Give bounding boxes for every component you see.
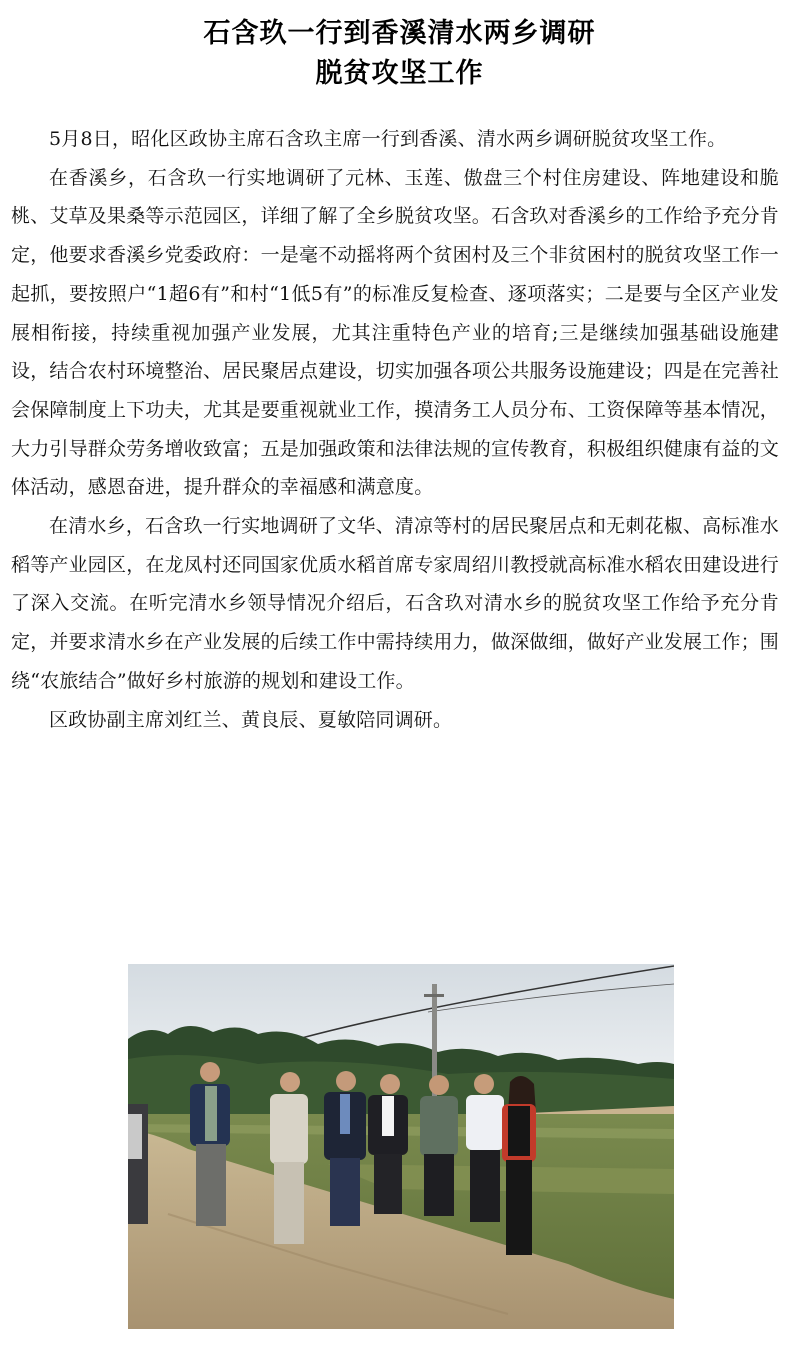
- title-line-2: 脱贫攻坚工作: [315, 58, 484, 89]
- paragraph-3: 在清水乡，石含玖一行实地调研了文华、清凉等村的居民聚居点和无刺花椒、高标准水稻等产业园区，在龙凤村还同国家优质水稻首席专家周绍川教授就高标准水稻农田建设进行了深入交流。在听完清水乡领导情况介绍后，石含玖对清水乡的脱贫攻坚工作给予充分肯定，并要求清水乡在产业发展的后续工作中需持续用力，做深做细，做好产业发展工作；围绕“农旅结合”做好乡村旅游的规划和建设工作。: [11, 515, 780, 692]
- field-visit-photo: [128, 964, 674, 1329]
- page-title: [0, 14, 799, 94]
- article-body: [11, 120, 779, 739]
- paragraph-1: 5月8日，昭化区政协主席石含玖主席一行到香溪、清水两乡调研脱贫攻坚工作。: [49, 128, 727, 150]
- title-line-1: 石含玖一行到香溪清水两乡调研: [203, 18, 596, 49]
- paragraph-2: 在香溪乡，石含玖一行实地调研了元林、玉莲、傲盘三个村住房建设、阵地建设和脆桃、艾草及果桑等示范园区，详细了解了全乡脱贫攻坚。石含玖对香溪乡的工作给予充分肯定，他要求香溪乡党委政府：一是毫不动摇将两个贫困村及三个非贫困村的脱贫攻坚工作一起抓，要按照户“1超6有”和村“1低5有”的标准反复检查、逐项落实；二是要与全区产业发展相衔接，持续重视加强产业发展，尤其注重特色产业的培育;三是继续加强基础设施建设，结合农村环境整治、居民聚居点建设，切实加强各项公共服务设施建设；四是在完善社会保障制度上下功夫，尤其是要重视就业工作，摸清务工人员分布、工资保障等基本情况，大力引导群众劳务增收致富；五是加强政策和法律法规的宣传教育，积极组织健康有益的文体活动，感恩奋进，提升群众的幸福感和满意度。: [11, 166, 780, 499]
- paragraph-4: 区政协副主席刘红兰、黄良辰、夏敏陪同调研。: [49, 708, 453, 731]
